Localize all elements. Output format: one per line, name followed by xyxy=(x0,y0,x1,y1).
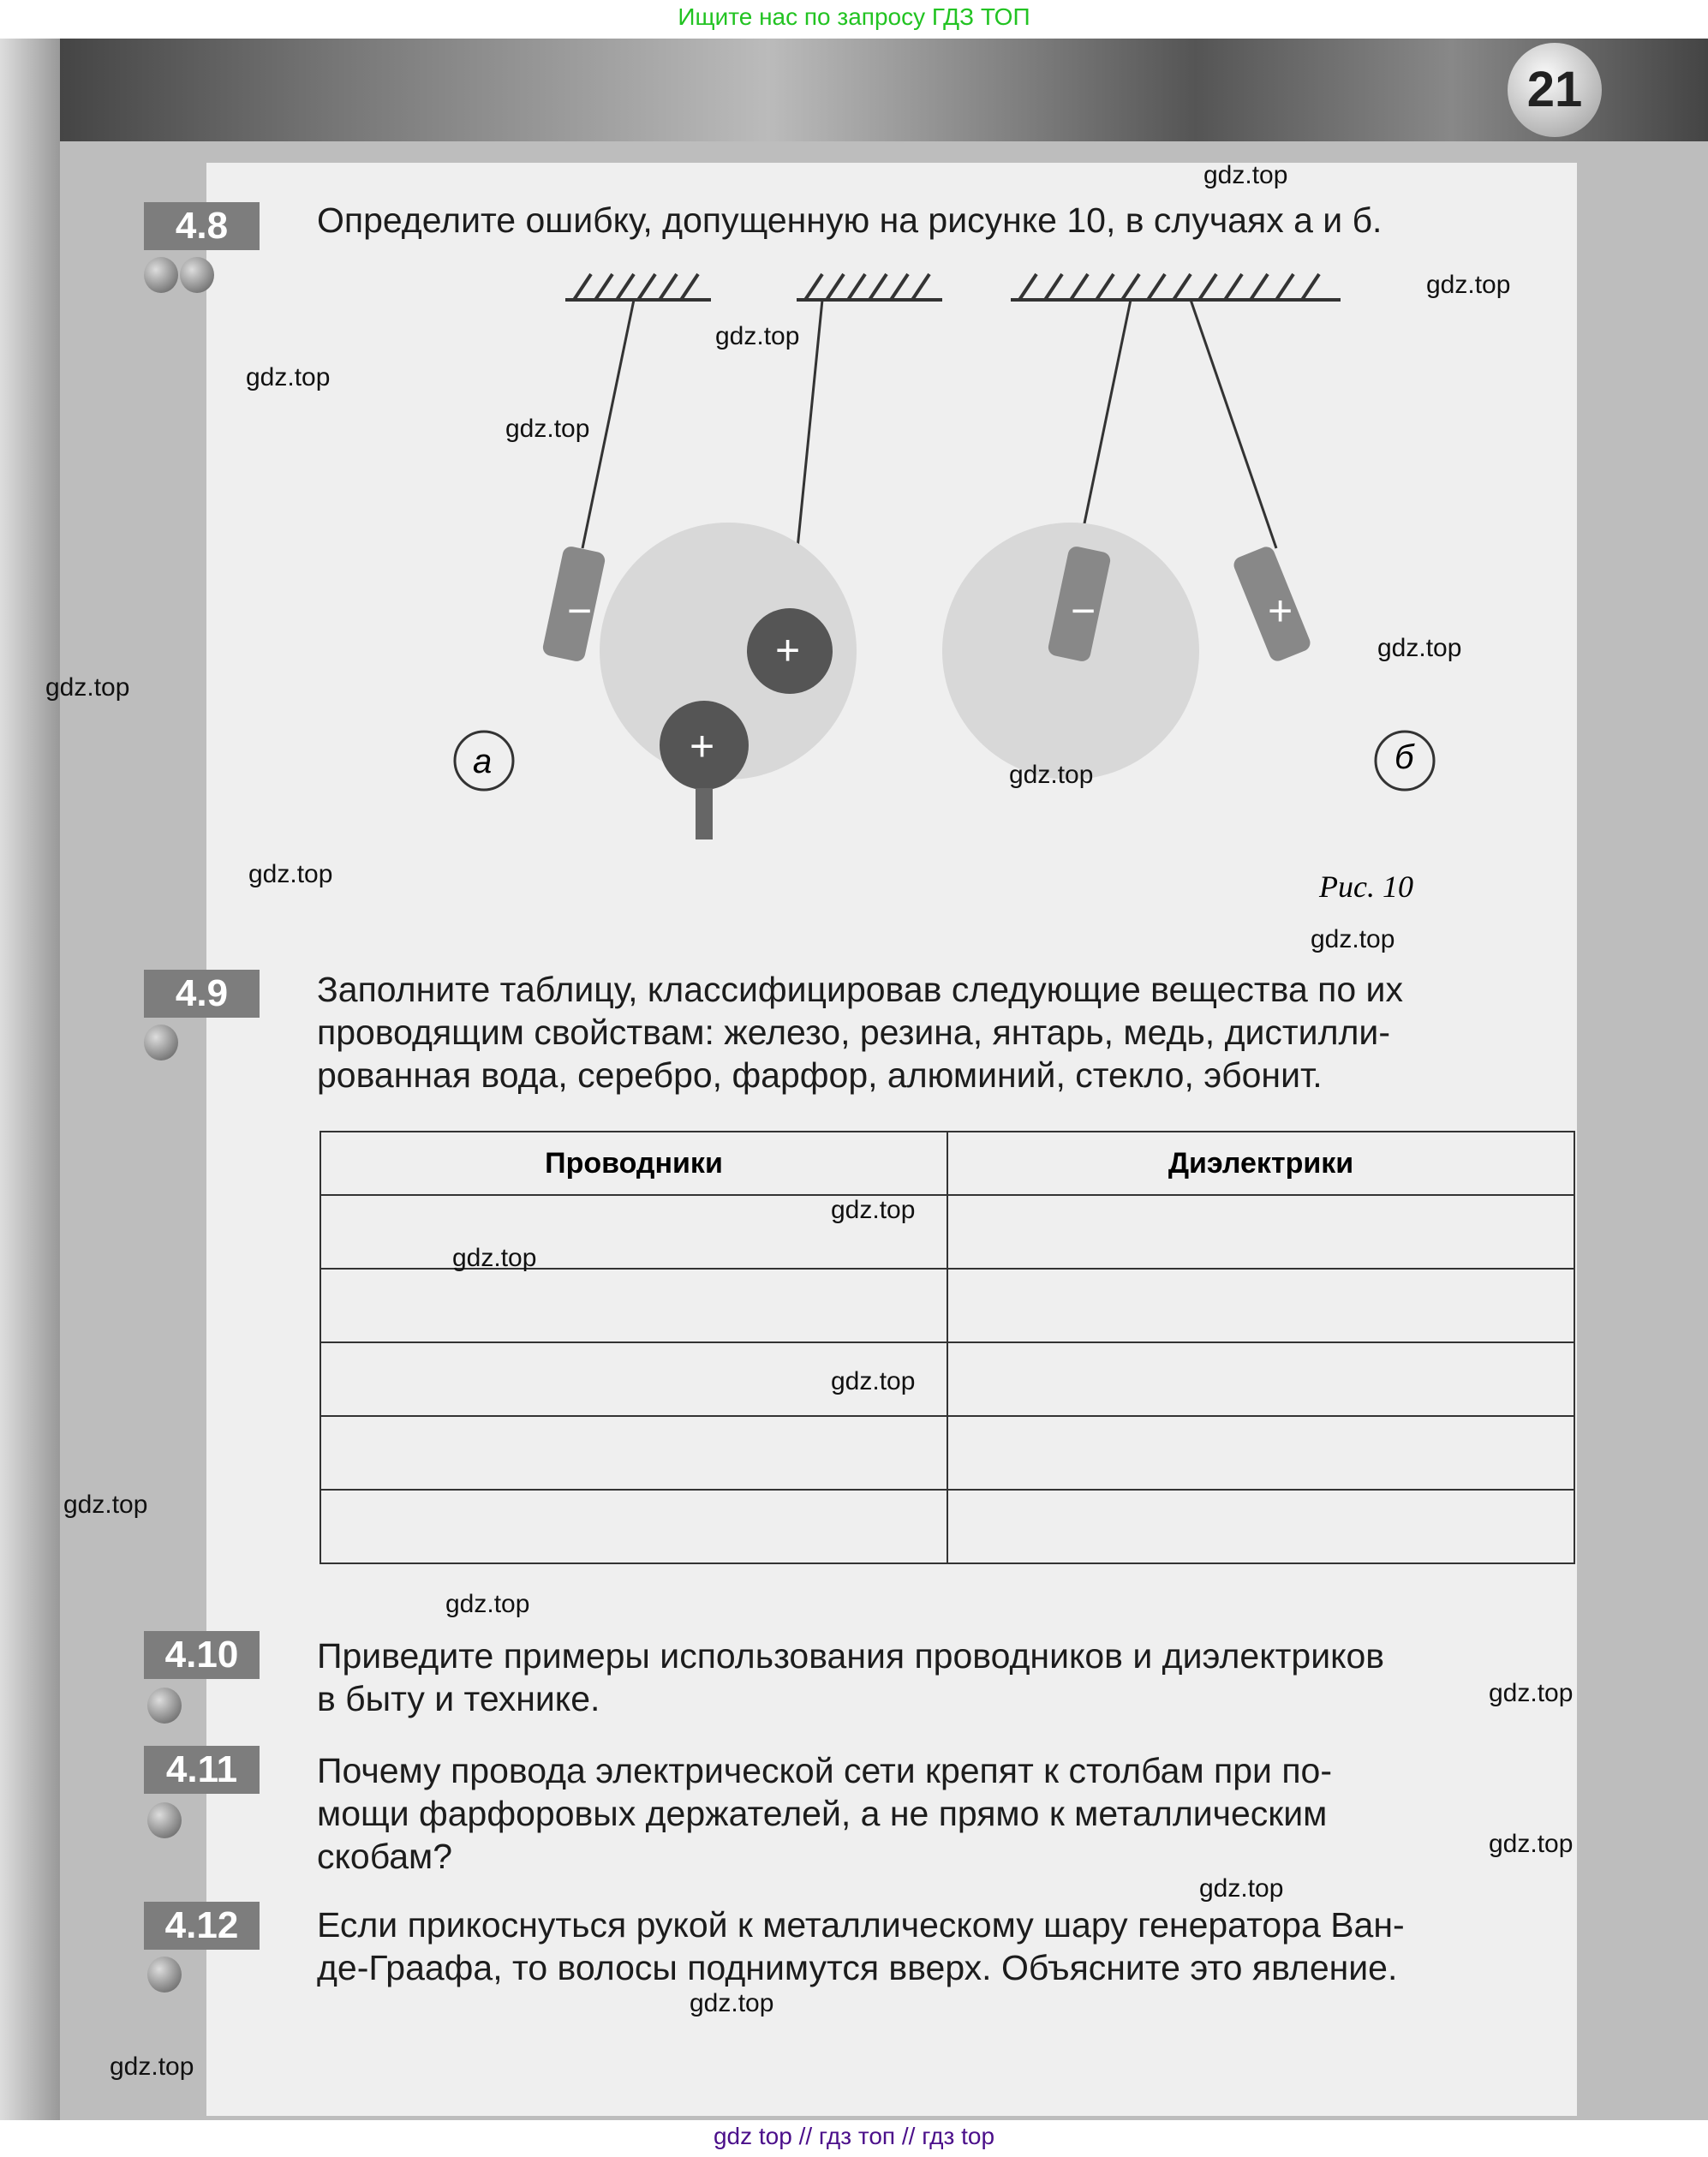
watermark: gdz.top xyxy=(45,673,130,702)
table-cell[interactable] xyxy=(947,1416,1574,1490)
watermark: gdz.top xyxy=(1377,634,1462,662)
book-spine xyxy=(0,39,60,2120)
watermark: gdz.top xyxy=(831,1367,916,1395)
table-cell[interactable] xyxy=(320,1416,947,1490)
task-text: Приведите примеры использования проводников и диэлектриков в быту и технике. xyxy=(317,1636,1385,1718)
watermark: gdz.top xyxy=(452,1244,537,1272)
header-conductors: Проводники xyxy=(320,1132,947,1195)
watermark: gdz.top xyxy=(246,363,331,391)
figure-10 xyxy=(473,266,1371,865)
watermark: gdz.top xyxy=(831,1196,916,1224)
task-text: Почему провода электрической сети крепят к столбам при по- мощи фарфоровых держателей, а не прямо к металлическим скобам? xyxy=(317,1751,1332,1876)
task-number: 4.12 xyxy=(144,1902,260,1950)
footer-links[interactable]: gdz top // гдз топ // гдз top xyxy=(713,2123,995,2149)
difficulty-ball-icon xyxy=(144,257,178,293)
watermark: gdz.top xyxy=(1009,761,1094,789)
table-cell[interactable] xyxy=(947,1269,1574,1342)
watermark: gdz.top xyxy=(505,415,590,443)
watermark: gdz.top xyxy=(248,860,333,888)
figure-caption: Рис. 10 xyxy=(1319,869,1413,904)
watermark: gdz.top xyxy=(690,1989,774,2017)
task-number: 4.11 xyxy=(144,1746,260,1794)
difficulty-ball-icon xyxy=(147,1957,182,1993)
watermark: gdz.top xyxy=(1426,271,1511,299)
task-text: Определите ошибку, допущенную на рисунке 10, в случаях а и б. xyxy=(317,200,1383,240)
header-dielectrics: Диэлектрики xyxy=(947,1132,1574,1195)
task-number: 4.10 xyxy=(144,1631,260,1679)
svg-text:+: + xyxy=(775,626,801,674)
difficulty-ball-icon xyxy=(144,1025,178,1061)
label-b: б xyxy=(1394,738,1414,776)
task-text: Если прикоснуться рукой к металлическому шару генератора Ван- де-Граафа, то волосы поднимутся вверх. Объясните это явление. xyxy=(317,1905,1405,1987)
watermark: gdz.top xyxy=(110,2052,194,2081)
watermark: gdz.top xyxy=(1203,161,1288,189)
difficulty-ball-icon xyxy=(147,1688,182,1724)
task-number: 4.8 xyxy=(144,202,260,250)
table-cell[interactable] xyxy=(320,1269,947,1342)
svg-text:а: а xyxy=(473,743,493,780)
svg-text:−: − xyxy=(567,587,593,635)
table-cell[interactable] xyxy=(320,1490,947,1563)
svg-text:+: + xyxy=(690,722,715,770)
watermark: gdz.top xyxy=(715,322,800,350)
watermark: gdz.top xyxy=(1199,1874,1284,1903)
difficulty-ball-icon xyxy=(147,1802,182,1838)
svg-text:+: + xyxy=(1268,587,1293,635)
watermark: gdz.top xyxy=(1311,925,1395,953)
page-number: 21 xyxy=(1508,43,1602,137)
difficulty-ball-icon xyxy=(180,257,214,293)
watermark: gdz.top xyxy=(1489,1830,1574,1858)
header-banner xyxy=(0,39,1708,141)
watermark: gdz.top xyxy=(445,1590,530,1618)
task-text: Заполните таблицу, классифицировав следующие вещества по их проводящим свойствам: железо, резина, янтарь, медь, дистилли- рованная вода, серебро, фарфор, алюминий, стекло, эбонит. xyxy=(317,970,1403,1095)
svg-text:−: − xyxy=(1071,587,1096,635)
table-cell[interactable] xyxy=(947,1490,1574,1563)
watermark: gdz.top xyxy=(63,1491,148,1519)
table-cell[interactable] xyxy=(947,1195,1574,1269)
task-number: 4.9 xyxy=(144,970,260,1018)
watermark: gdz.top xyxy=(1489,1679,1574,1707)
top-note[interactable]: Ищите нас по запросу ГДЗ ТОП xyxy=(678,3,1030,30)
classification-table xyxy=(320,1131,1575,1564)
table-cell[interactable] xyxy=(947,1342,1574,1416)
